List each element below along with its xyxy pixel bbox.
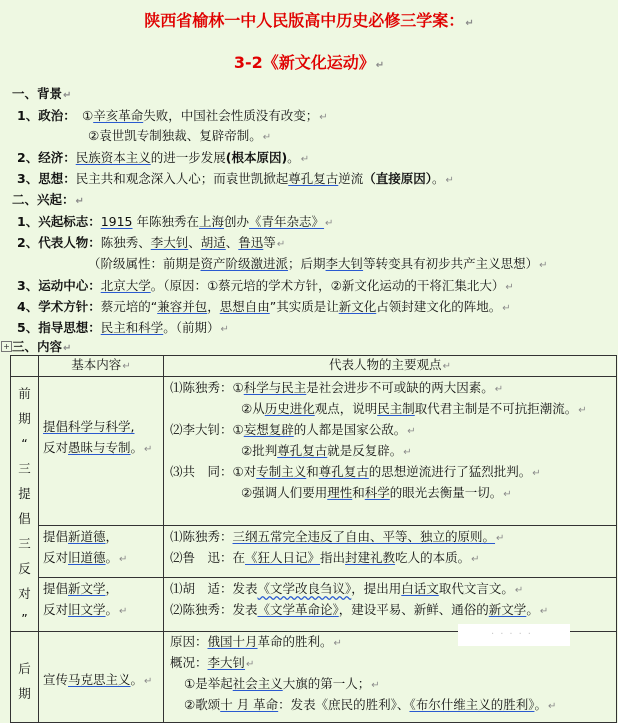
header-views: 代表人物的主要观点↵ xyxy=(164,356,617,377)
row4-view4: ②歌颂十 月 革命：发表《庶民的胜利》、《布尔什维主义的胜利》。↵ xyxy=(184,697,557,712)
rise-center: 3、运动中心：北京大学。（原因：①蔡元培的学术方针，②新文化运动的干将汇集北大）↵ xyxy=(17,278,514,293)
row1-views xyxy=(164,377,617,526)
background-thought: 3、思想：民主共和观念深入人心；而袁世凯掀起尊孔复古逆流（直接原因）。↵ xyxy=(17,171,454,186)
row1-view1: ⑴陈独秀：①科学与民主是社会进步不可或缺的两大因素。↵ xyxy=(170,380,504,395)
rise-policy: 4、学术方针：蔡元培的“兼容并包，思想自由”其实质是让新文化占领封建文化的阵地。↵ xyxy=(17,299,511,314)
rise-figures-class: （阶级属性：前期是资产阶级激进派；后期李大钊等转变具有初步共产主义思想）↵ xyxy=(88,256,548,271)
section-rise-heading: 二、兴起：↵ xyxy=(12,192,84,207)
row3-content-line2: 反对旧文学。↵ xyxy=(43,602,128,618)
row1-view4: ②批判尊孔复古就是反复辟。↵ xyxy=(241,443,412,458)
row4-view3: ①是举起社会主义大旗的第一人；↵ xyxy=(184,676,380,691)
row4-view2: 概况：李大钊↵ xyxy=(170,655,255,670)
content-table xyxy=(10,355,617,723)
row3-view2: ⑵陈独秀：发表《文学革命论》，建设平易、新鲜、通俗的新文学。↵ xyxy=(170,602,549,618)
row1-view2: ②从历史进化观点，说明民主制取代君主制是不可抗拒潮流。↵ xyxy=(241,401,587,416)
section-background-heading: 一、背景↵ xyxy=(12,86,72,101)
row2-content-line1: 提倡新道德， xyxy=(43,528,119,544)
row4-content-line1: 宣传马克思主义。↵ xyxy=(43,672,153,687)
row3-content-line1: 提倡新文学， xyxy=(43,581,119,597)
row2-content xyxy=(39,525,164,578)
background-politics-2: ②袁世凯专制独裁、复辟帝制。↵ xyxy=(88,128,272,143)
background-politics: 1、政治： ①辛亥革命失败，中国社会性质没有改变；↵ xyxy=(17,108,328,123)
header-content: 基本内容↵ xyxy=(39,356,164,377)
page-title: 陕西省榆林一中人民版高中历史必修三学案：↵ xyxy=(144,11,474,30)
watermark-stamp: ····· xyxy=(458,624,570,646)
row1-content xyxy=(39,377,164,526)
row2-view1: ⑴陈独秀：三纲五常完全违反了自由、平等、独立的原则。↵ xyxy=(170,528,505,544)
row2-views xyxy=(164,525,617,578)
row1-view6: ②强调人们要用理性和科学的眼光去衡量一切。↵ xyxy=(241,485,512,500)
row3-view1: ⑴胡 适：发表《文学改良刍议》，提出用白话文取代文言文。↵ xyxy=(170,581,524,597)
row4-view1: 原因：俄国十月革命的胜利。↵ xyxy=(170,634,342,649)
row1-view3: ⑵李大钊：①妄想复辟的人都是国家公敌。↵ xyxy=(170,422,416,437)
row1-view5: ⑶共 同：①对专制主义和尊孔复古的思想逆流进行了猛烈批判。↵ xyxy=(170,464,541,479)
row2-view2: ⑵鲁 迅：在《狂人日记》指出封建礼教吃人的本质。↵ xyxy=(170,549,480,565)
lesson-title: 3-2《新文化运动》↵ xyxy=(233,53,385,72)
row1-content-line2: 反对愚昧与专制。↵ xyxy=(43,440,153,455)
table-move-handle[interactable]: + xyxy=(1,341,12,352)
rise-figures: 2、代表人物：陈独秀、李大钊、胡适、鲁迅等↵ xyxy=(17,235,286,250)
row1-content-line1: 提倡科学与科学, xyxy=(43,419,135,434)
background-economy: 2、经济：民族资本主义的进一步发展(根本原因)。↵ xyxy=(17,150,310,165)
header-blank-cell xyxy=(11,356,39,377)
section-content-heading: 三、内容↵ xyxy=(12,339,72,354)
row2-content-line2: 反对旧道德。↵ xyxy=(43,549,128,565)
early-period-label: 前 期 “ 三 提 倡 三 反 对 ” xyxy=(11,377,39,632)
row3-content xyxy=(39,578,164,632)
row4-content xyxy=(39,632,164,723)
rise-guiding-thought: 5、指导思想：民主和科学。（前期）↵ xyxy=(17,320,229,335)
rise-marker: 1、兴起标志：1915 年陈独秀在上海创办《青年杂志》↵ xyxy=(17,214,334,229)
late-period-label: 后 期 xyxy=(11,632,39,723)
